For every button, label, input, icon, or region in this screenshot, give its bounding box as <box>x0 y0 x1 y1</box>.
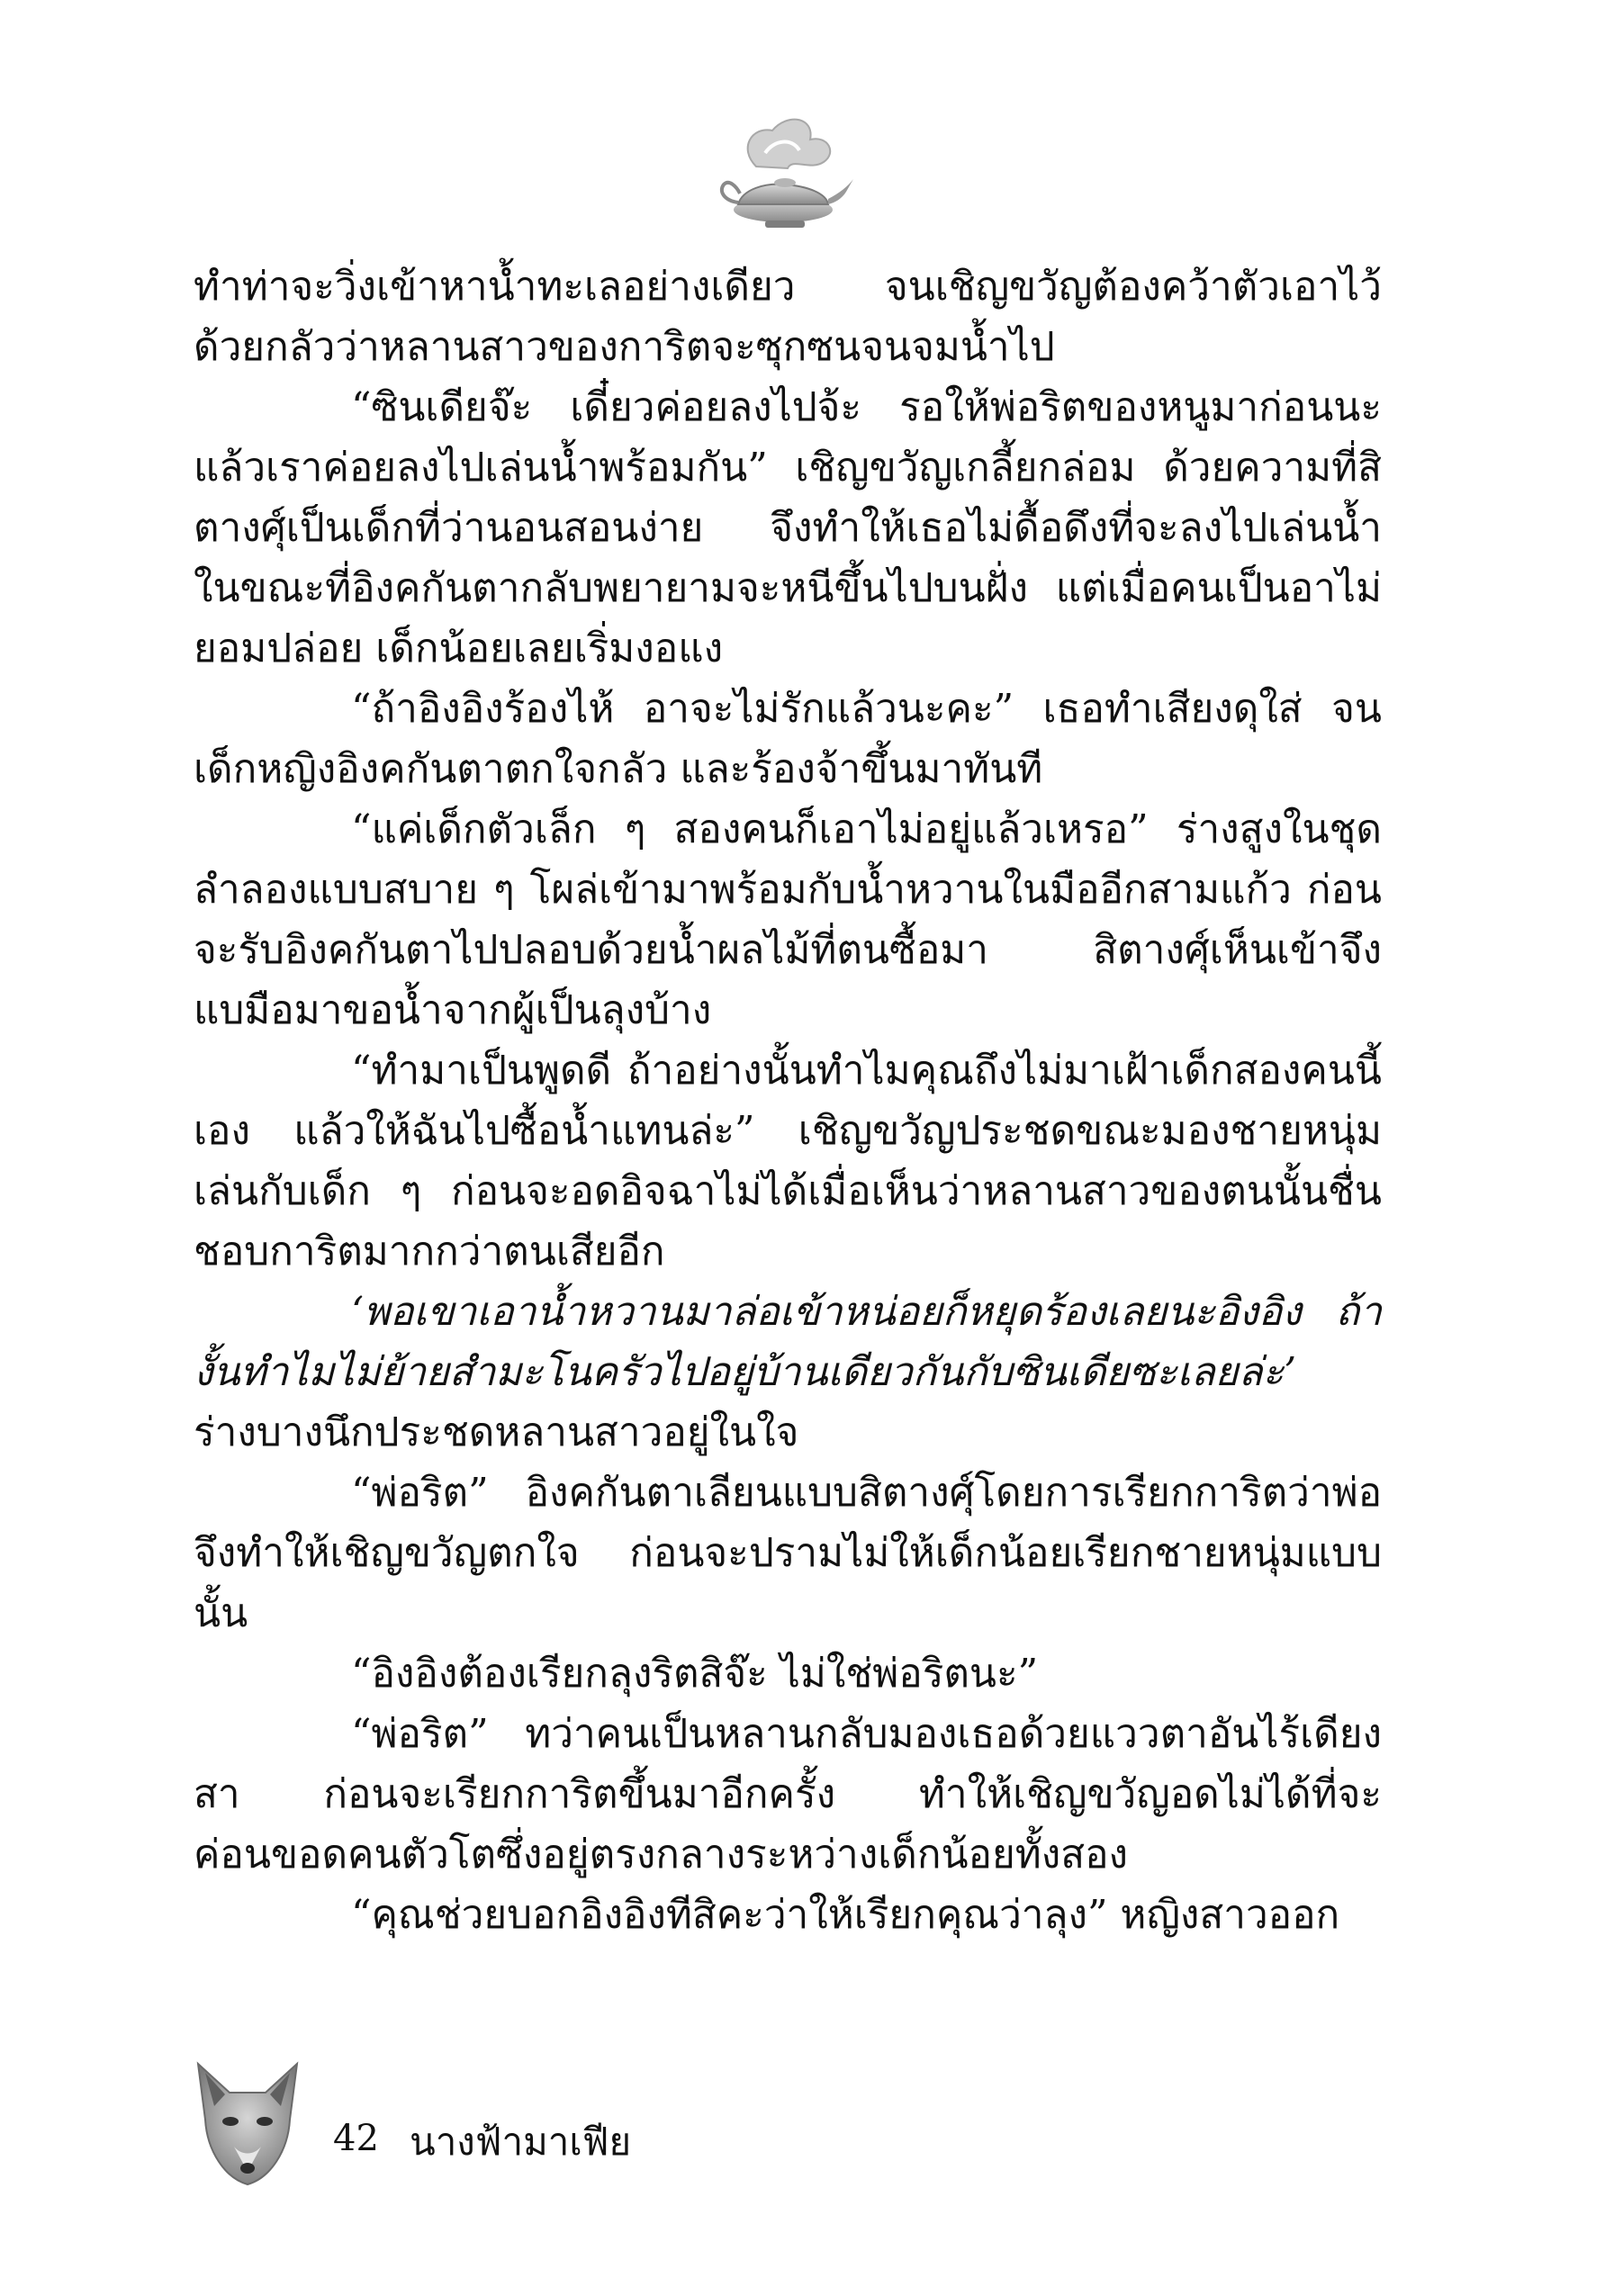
paragraph-10: “พ่อริต” ทว่าคนเป็นหลานกลับมองเธอด้วยแววตาอันไร้เดียงสา ก่อนจะเรียกการิตขึ้นมาอีกครั้ง ทำให้เชิญขวัญอดไม่ได้ที่จะค่อนขอดคนตัวโตซึ่งอยู่ตรงกลางระหว่างเด็กน้อยทั้งสอง <box>194 1711 1382 1877</box>
paragraph-5: “ทำมาเป็นพูดดี ถ้าอย่างนั้นทำไมคุณถึงไม่มาเฝ้าเด็กสองคนนี้เอง แล้วให้ฉันไปซื้อน้ำแทนล่ะ” เชิญขวัญประชดขณะมองชายหนุ่มเล่นกับเด็ก ๆ ก่อนจะอดอิจฉาไม่ได้เมื่อเห็นว่าหลานสาวของตนนั้นชื่นชอบการิตมากกว่าตนเสียอีก <box>194 1048 1382 1274</box>
paragraph-1: ทำท่าจะวิ่งเข้าหาน้ำทะเลอย่างเดียว จนเชิญขวัญต้องคว้าตัวเอาไว้ ด้วยกลัวว่าหลานสาวของการิตจะซุกซนจนจมน้ำไป <box>194 264 1382 370</box>
paragraph-11: “คุณช่วยบอกอิงอิงทีสิคะว่าให้เรียกคุณว่าลุง” หญิงสาวออก <box>351 1892 1340 1938</box>
paragraph-7: ร่างบางนึกประชดหลานสาวอยู่ในใจ <box>194 1409 799 1455</box>
paragraph-4: “แค่เด็กตัวเล็ก ๆ สองคนก็เอาไม่อยู่แล้วเหรอ” ร่างสูงในชุดลำลองแบบสบาย ๆ โผล่เข้ามาพร้อมกับน้ำหวานในมืออีกสามแก้ว ก่อนจะรับอิงคกันตาไปปลอบด้วยน้ำผลไม้ที่ตนซื้อมา สิตางศุ์เห็นเข้าจึงแบมือมาขอน้ำจากผู้เป็นลุงบ้าง <box>194 806 1382 1033</box>
paragraph-3: “ถ้าอิงอิงร้องไห้ อาจะไม่รักแล้วนะคะ” เธอทำเสียงดุใส่ จนเด็กหญิงอิงคกันตาตกใจกลัว และร้องจ้าขึ้นมาทันที <box>194 686 1382 792</box>
fox-head-icon <box>189 2057 306 2187</box>
paragraph-6-thought: ‘พอเขาเอาน้ำหวานมาล่อเข้าหน่อยก็หยุดร้องเลยนะอิงอิง ถ้างั้นทำไมไม่ย้ายสำมะโนครัวไปอยู่บ้านเดียวกันกับซินเดียซะเลยล่ะ’ <box>194 1289 1382 1395</box>
book-title: นางฟ้ามาเฟีย <box>410 2120 632 2164</box>
paragraph-8: “พ่อริต” อิงคกันตาเลียนแบบสิตางศุ์โดยการเรียกการิตว่าพ่อ จึงทำให้เชิญขวัญตกใจ ก่อนจะปรามไม่ให้เด็กน้อยเรียกชายหนุ่มแบบนั้น <box>194 1470 1382 1636</box>
magic-lamp-icon <box>702 104 855 239</box>
page-footer <box>189 2057 819 2219</box>
paragraph-9: “อิงอิงต้องเรียกลุงริตสิจ๊ะ ไม่ใช่พ่อริตนะ” <box>351 1651 1039 1697</box>
body-text <box>194 257 1382 1945</box>
page-number: 42 <box>333 2118 379 2159</box>
paragraph-2: “ซินเดียจ๊ะ เดี๋ยวค่อยลงไปจ้ะ รอให้พ่อริตของหนูมาก่อนนะ แล้วเราค่อยลงไปเล่นน้ำพร้อมกัน” เชิญขวัญเกลี้ยกล่อม ด้วยความที่สิตางศุ์เป็นเด็กที่ว่านอนสอนง่าย จึงทำให้เธอไม่ดื้อดึงที่จะลงไปเล่นน้ำ ในขณะที่อิงคกันตากลับพยายามจะหนีขึ้นไปบนฝั่ง แต่เมื่อคนเป็นอาไม่ยอมปล่อย เด็กน้อยเลยเริ่มงอแง <box>194 384 1382 671</box>
